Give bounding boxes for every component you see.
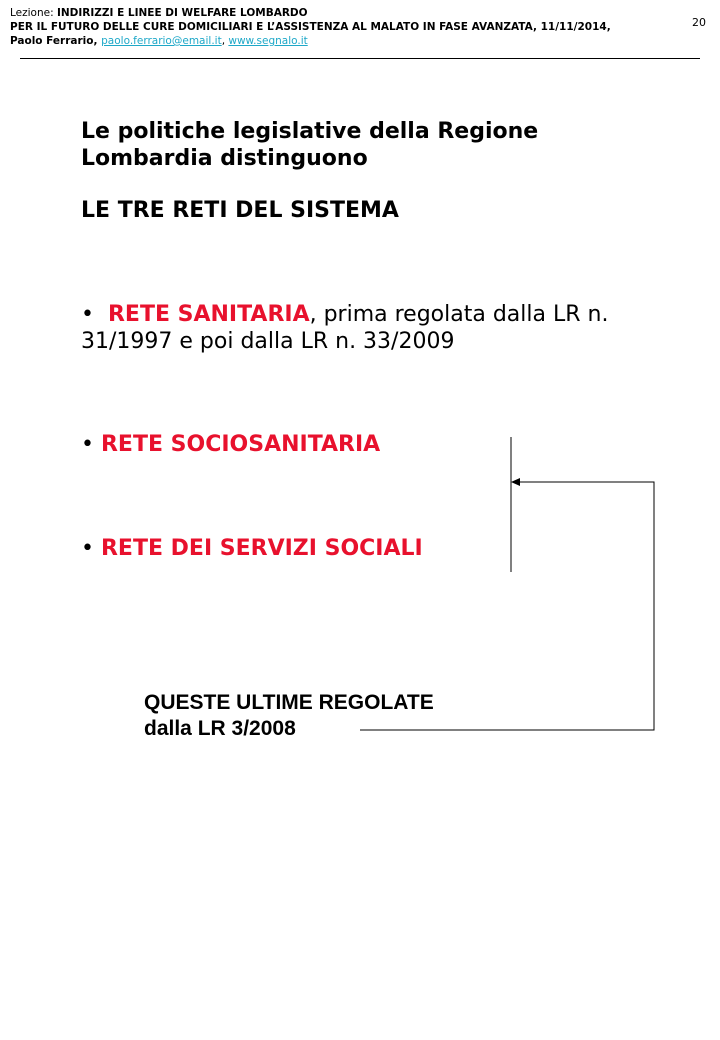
rete-sociosanitaria-label: RETE SOCIOSANITARIA xyxy=(100,432,381,457)
slide-subtitle: LE TRE RETI DEL SISTEMA xyxy=(81,198,399,223)
page-number: 20 xyxy=(692,16,706,29)
email-link[interactable]: paolo.ferrario@email.it xyxy=(101,35,222,47)
website-link[interactable]: www.segnalo.it xyxy=(228,35,308,47)
bullet: • xyxy=(81,432,94,457)
link-separator: , xyxy=(221,35,229,47)
rete-sanitaria-label: RETE SANITARIA xyxy=(107,302,310,327)
lezione-label: Lezione: xyxy=(10,7,57,19)
author-name: Paolo Ferrario, xyxy=(10,35,102,47)
connector-line xyxy=(360,482,654,730)
arrowhead xyxy=(511,478,520,486)
lezione-title: INDIRIZZI E LINEE DI WELFARE LOMBARDO xyxy=(56,7,308,19)
note-line-2: dalla LR 3/2008 xyxy=(144,717,296,740)
title-line-1: Le politiche legislative della Regione xyxy=(81,119,539,144)
bullet: • xyxy=(81,536,94,561)
note-line-1: QUESTE ULTIME REGOLATE xyxy=(144,691,434,714)
title-line-2: Lombardia distinguono xyxy=(81,146,368,171)
rete-servizi-sociali-label: RETE DEI SERVIZI SOCIALI xyxy=(100,536,423,561)
rete-sanitaria-text: , prima regolata dalla LR n. 31/1997 e poi dalla LR n. 33/2009 xyxy=(81,302,609,354)
course-subtitle: PER IL FUTURO DELLE CURE DOMICILIARI E L’ASSISTENZA AL MALATO IN FASE AVANZATA, 11/11/2014, xyxy=(10,21,611,33)
bullet: • xyxy=(81,302,94,327)
